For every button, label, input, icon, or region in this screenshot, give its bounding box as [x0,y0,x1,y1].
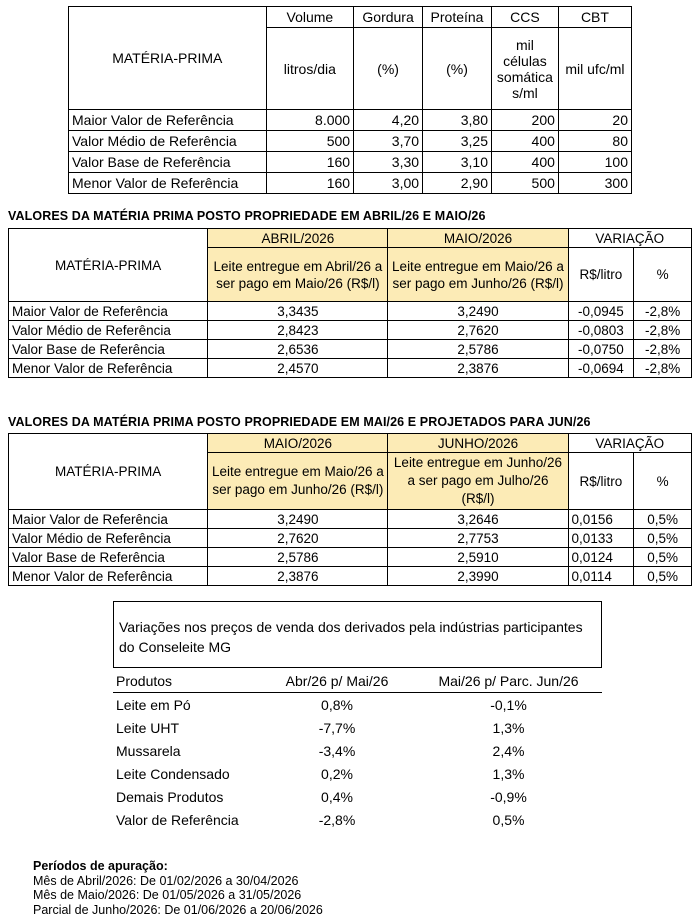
table-row [9,302,692,321]
table-row [69,110,632,131]
col-header: CCS [492,7,559,28]
col-header: Abr/26 p/ Mai/26 [259,669,415,693]
col-header: Gordura [354,7,423,28]
cell: 400 [492,152,559,173]
row-label: Maior Valor de Referência [9,302,208,321]
footer-heading: Períodos de apuração: [33,859,168,873]
row-label: Maior Valor de Referência [69,110,267,131]
row-label: Leite UHT [116,719,180,736]
table-row [9,567,692,586]
cell: 2,90 [423,173,492,194]
cell: 0,5% [492,811,525,828]
col-header: Proteína [423,7,492,28]
col-header: CBT [558,7,631,28]
cell: 3,30 [354,152,423,173]
table-row [113,785,602,808]
period1-header: ABRIL/2026 [208,229,388,248]
row-label: Valor de Referência [116,811,239,828]
cell: 3,10 [423,152,492,173]
table-row [69,152,632,173]
cell: -7,7% [318,719,356,736]
cell: 0,5% [634,529,692,548]
col-unit: mil células somática s/ml [492,28,559,110]
var-col1: R$/litro [568,248,634,302]
row-label: Maior Valor de Referência [9,510,208,529]
period2-desc: Leite entregue em Maio/26 a ser pago em Junho/26 (R$/l) [388,248,568,302]
cell: 2,3876 [388,359,568,378]
table-row [113,808,602,831]
cell: -0,0945 [568,302,634,321]
footer-line: Parcial de Junho/2026: De 01/06/2026 a 20/06/2026 [33,902,323,917]
cell: 400 [492,131,559,152]
cell: 1,3% [492,719,525,736]
row-label: Menor Valor de Referência [9,359,208,378]
col-unit: (%) [354,28,423,110]
cell: 2,5786 [388,340,568,359]
cell: 8.000 [266,110,353,131]
cell: 0,4% [321,788,353,805]
var-col2: % [634,453,692,510]
rowheader-cell: MATÉRIA-PRIMA [69,7,267,110]
cell: 160 [266,152,353,173]
cell: 0,0156 [568,510,634,529]
cell: 2,3876 [208,567,388,586]
reference-parameters-table [68,6,632,194]
april-may-table [8,228,692,378]
row-label: Menor Valor de Referência [9,567,208,586]
table2-title: VALORES DA MATÉRIA PRIMA POSTO PROPRIEDADE EM ABRIL/26 E MAIO/26 [8,209,486,223]
cell: 2,4570 [208,359,388,378]
variation-header: VARIAÇÃO [568,434,691,453]
row-label: Valor Base de Referência [9,340,208,359]
cell: 2,8423 [208,321,388,340]
cell: -0,1% [490,696,527,713]
cell: 0,5% [634,510,692,529]
table3-title: VALORES DA MATÉRIA PRIMA POSTO PROPRIEDADE EM MAI/26 E PROJETADOS PARA JUN/26 [8,415,591,429]
row-label: Mussarela [116,742,181,759]
row-label: Valor Médio de Referência [69,131,267,152]
table-row [69,173,632,194]
cell: -0,0803 [568,321,634,340]
period2-desc: Leite entregue em Junho/26 a ser pago em Julho/26 (R$/l) [388,453,568,510]
row-label: Menor Valor de Referência [69,173,267,194]
period2-header: MAIO/2026 [388,229,568,248]
col-header: Volume [266,7,353,28]
period1-desc: Leite entregue em Abril/26 a ser pago em Maio/26 (R$/l) [208,248,388,302]
may-june-table [8,433,692,586]
var-col2: % [634,248,692,302]
cell: 3,80 [423,110,492,131]
cell: 1,3% [492,765,525,782]
cell: -0,9% [490,788,527,805]
variation-header: VARIAÇÃO [568,229,691,248]
table-row [113,716,602,739]
cell: 0,0124 [568,548,634,567]
col-unit: litros/dia [266,28,353,110]
derivatives-variation-table [113,669,602,831]
row-label: Leite Condensado [116,765,230,782]
cell: -2,8% [634,340,692,359]
cell: 0,0133 [568,529,634,548]
cell: 0,5% [634,567,692,586]
cell: 2,7620 [388,321,568,340]
cell: 3,00 [354,173,423,194]
table-row [9,529,692,548]
table-row [113,693,602,717]
cell: 3,2490 [388,302,568,321]
cell: 500 [492,173,559,194]
col-unit: mil ufc/ml [558,28,631,110]
cell: 4,20 [354,110,423,131]
cell: 2,4% [492,742,525,759]
table-row [113,762,602,785]
period2-header: JUNHO/2026 [388,434,568,453]
rowheader-cell: MATÉRIA-PRIMA [9,434,208,510]
row-label: Leite em Pó [116,696,191,713]
cell: 2,5910 [388,548,568,567]
cell: 100 [558,152,631,173]
cell: -2,8% [318,811,356,828]
cell: 2,5786 [208,548,388,567]
cell: 3,70 [354,131,423,152]
period1-header: MAIO/2026 [208,434,388,453]
cell: -2,8% [634,359,692,378]
table-row [113,739,602,762]
cell: 20 [558,110,631,131]
table-row [69,131,632,152]
cell: 3,3435 [208,302,388,321]
row-label: Valor Base de Referência [9,548,208,567]
cell: 200 [492,110,559,131]
footer-line: Mês de Maio/2026: De 01/05/2026 a 31/05/2026 [33,888,302,902]
derivatives-caption: Variações nos preços de venda dos derivados pela indústrias participantes do Conseleite MG [119,619,583,655]
cell: -3,4% [318,742,356,759]
rowheader-cell: MATÉRIA-PRIMA [9,229,208,302]
cell: 3,25 [423,131,492,152]
cell: -0,0750 [568,340,634,359]
derivatives-caption-box [113,601,602,668]
cell: 2,7753 [388,529,568,548]
col-unit: (%) [423,28,492,110]
var-col1: R$/litro [568,453,634,510]
row-label: Valor Médio de Referência [9,321,208,340]
cell: 80 [558,131,631,152]
cell: 0,5% [634,548,692,567]
table-row [9,321,692,340]
table-row [9,340,692,359]
cell: 3,2646 [388,510,568,529]
cell: 2,7620 [208,529,388,548]
table-row [9,510,692,529]
cell: 300 [558,173,631,194]
cell: -2,8% [634,302,692,321]
row-label: Demais Produtos [116,788,224,805]
cell: 160 [266,173,353,194]
cell: 0,0114 [568,567,634,586]
footer-line: Mês de Abril/2026: De 01/02/2026 a 30/04/2026 [33,873,299,888]
col-header: Mai/26 p/ Parc. Jun/26 [415,669,602,693]
cell: 3,2490 [208,510,388,529]
cell: 2,6536 [208,340,388,359]
cell: -0,0694 [568,359,634,378]
col-header: Produtos [113,669,259,693]
table-row [9,359,692,378]
row-label: Valor Base de Referência [69,152,267,173]
table-row [9,548,692,567]
calculation-periods [33,859,323,917]
cell: 500 [266,131,353,152]
row-label: Valor Médio de Referência [9,529,208,548]
cell: -2,8% [634,321,692,340]
period1-desc: Leite entregue em Maio/26 a ser pago em Junho/26 (R$/l) [208,453,388,510]
cell: 0,2% [321,765,353,782]
cell: 0,8% [321,696,353,713]
cell: 2,3990 [388,567,568,586]
